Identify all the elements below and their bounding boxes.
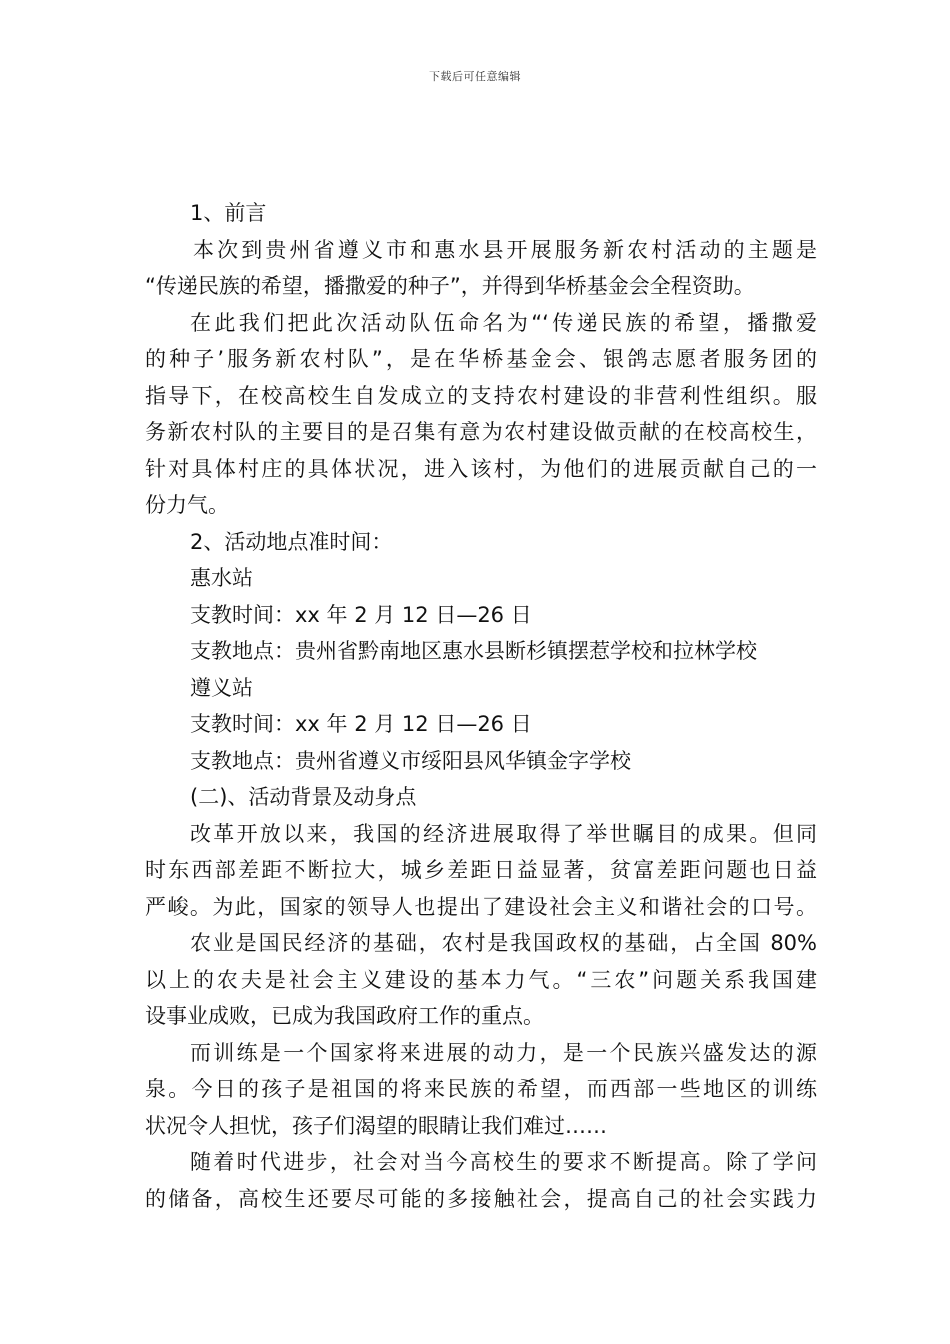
paragraph-line: 在此我们把此次活动队伍命名为“‘传递民族的希望，播撒爱 xyxy=(190,310,817,335)
paragraph-line: 改革开放以来，我国的经济进展取得了举世瞩目的成果。但同 xyxy=(190,821,817,846)
station-name-huishui: 惠水站 xyxy=(190,566,253,590)
paragraph-line: 以上的农夫是社会主义建设的基本力气。“三农”问题关系我国建 xyxy=(145,967,817,992)
teaching-location: 支教地点：贵州省黔南地区惠水县断杉镇摆惹学校和拉林学校 xyxy=(190,639,757,663)
page-header: 下载后可任意编辑 xyxy=(429,70,521,83)
paragraph-line: 的储备，高校生还要尽可能的多接触社会，提高自己的社会实践力 xyxy=(145,1186,817,1211)
paragraph-line: 随着时代进步，社会对当今高校生的要求不断提高。除了学问 xyxy=(190,1150,817,1174)
paragraph-line: 时东西部差距不断拉大，城乡差距日益显著，贫富差距问题也日益 xyxy=(145,858,817,882)
paragraph-line: 针对具体村庄的具体状况，进入该村，为他们的进展贡献自己的一 xyxy=(145,456,817,481)
section-heading-background: (二)、活动背景及动身点 xyxy=(190,785,417,809)
paragraph-line: 泉。今日的孩子是祖国的将来民族的希望，而西部一些地区的训练 xyxy=(145,1077,817,1101)
paragraph-line: 务新农村队的主要目的是召集有意为农村建设做贡献的在校高校生， xyxy=(145,420,817,444)
paragraph-line: 设事业成败，已成为我国政府工作的重点。 xyxy=(145,1004,544,1028)
paragraph-line: 严峻。为此，国家的领导人也提出了建设社会主义和谐社会的口号。 xyxy=(145,894,817,919)
section-heading-location-time: 2、活动地点准时间： xyxy=(190,529,393,554)
section-heading-preface: 1、前言 xyxy=(190,201,267,225)
paragraph-line: 本次到贵州省遵义市和惠水县开展服务新农村活动的主题是 xyxy=(193,237,817,262)
paragraph-line: 份力气。 xyxy=(145,493,229,517)
station-name-zunyi: 遵义站 xyxy=(190,675,253,700)
paragraph-line: 状况令人担忧，孩子们渴望的眼睛让我们难过…… xyxy=(145,1113,607,1138)
paragraph-line: 指导下，在校高校生自发成立的支持农村建设的非营利性组织。服 xyxy=(145,383,817,408)
paragraph-line: “传递民族的希望，播撒爱的种子”，并得到华桥基金会全程资助。 xyxy=(145,274,755,298)
paragraph-line: 而训练是一个国家将来进展的动力，是一个民族兴盛发达的源 xyxy=(190,1040,817,1065)
document-body xyxy=(145,195,817,1217)
teaching-location: 支教地点：贵州省遵义市绥阳县风华镇金字学校 xyxy=(190,748,631,773)
paragraph-line: 的种子’服务新农村队”，是在华桥基金会、银鸽志愿者服务团的 xyxy=(145,347,817,371)
teaching-time: 支教时间：xx 年 2 月 12 日—26 日 xyxy=(190,712,532,736)
paragraph-line: 农业是国民经济的基础，农村是我国政权的基础，占全国 80% xyxy=(190,931,817,955)
teaching-time: 支教时间：xx 年 2 月 12 日—26 日 xyxy=(190,602,532,627)
